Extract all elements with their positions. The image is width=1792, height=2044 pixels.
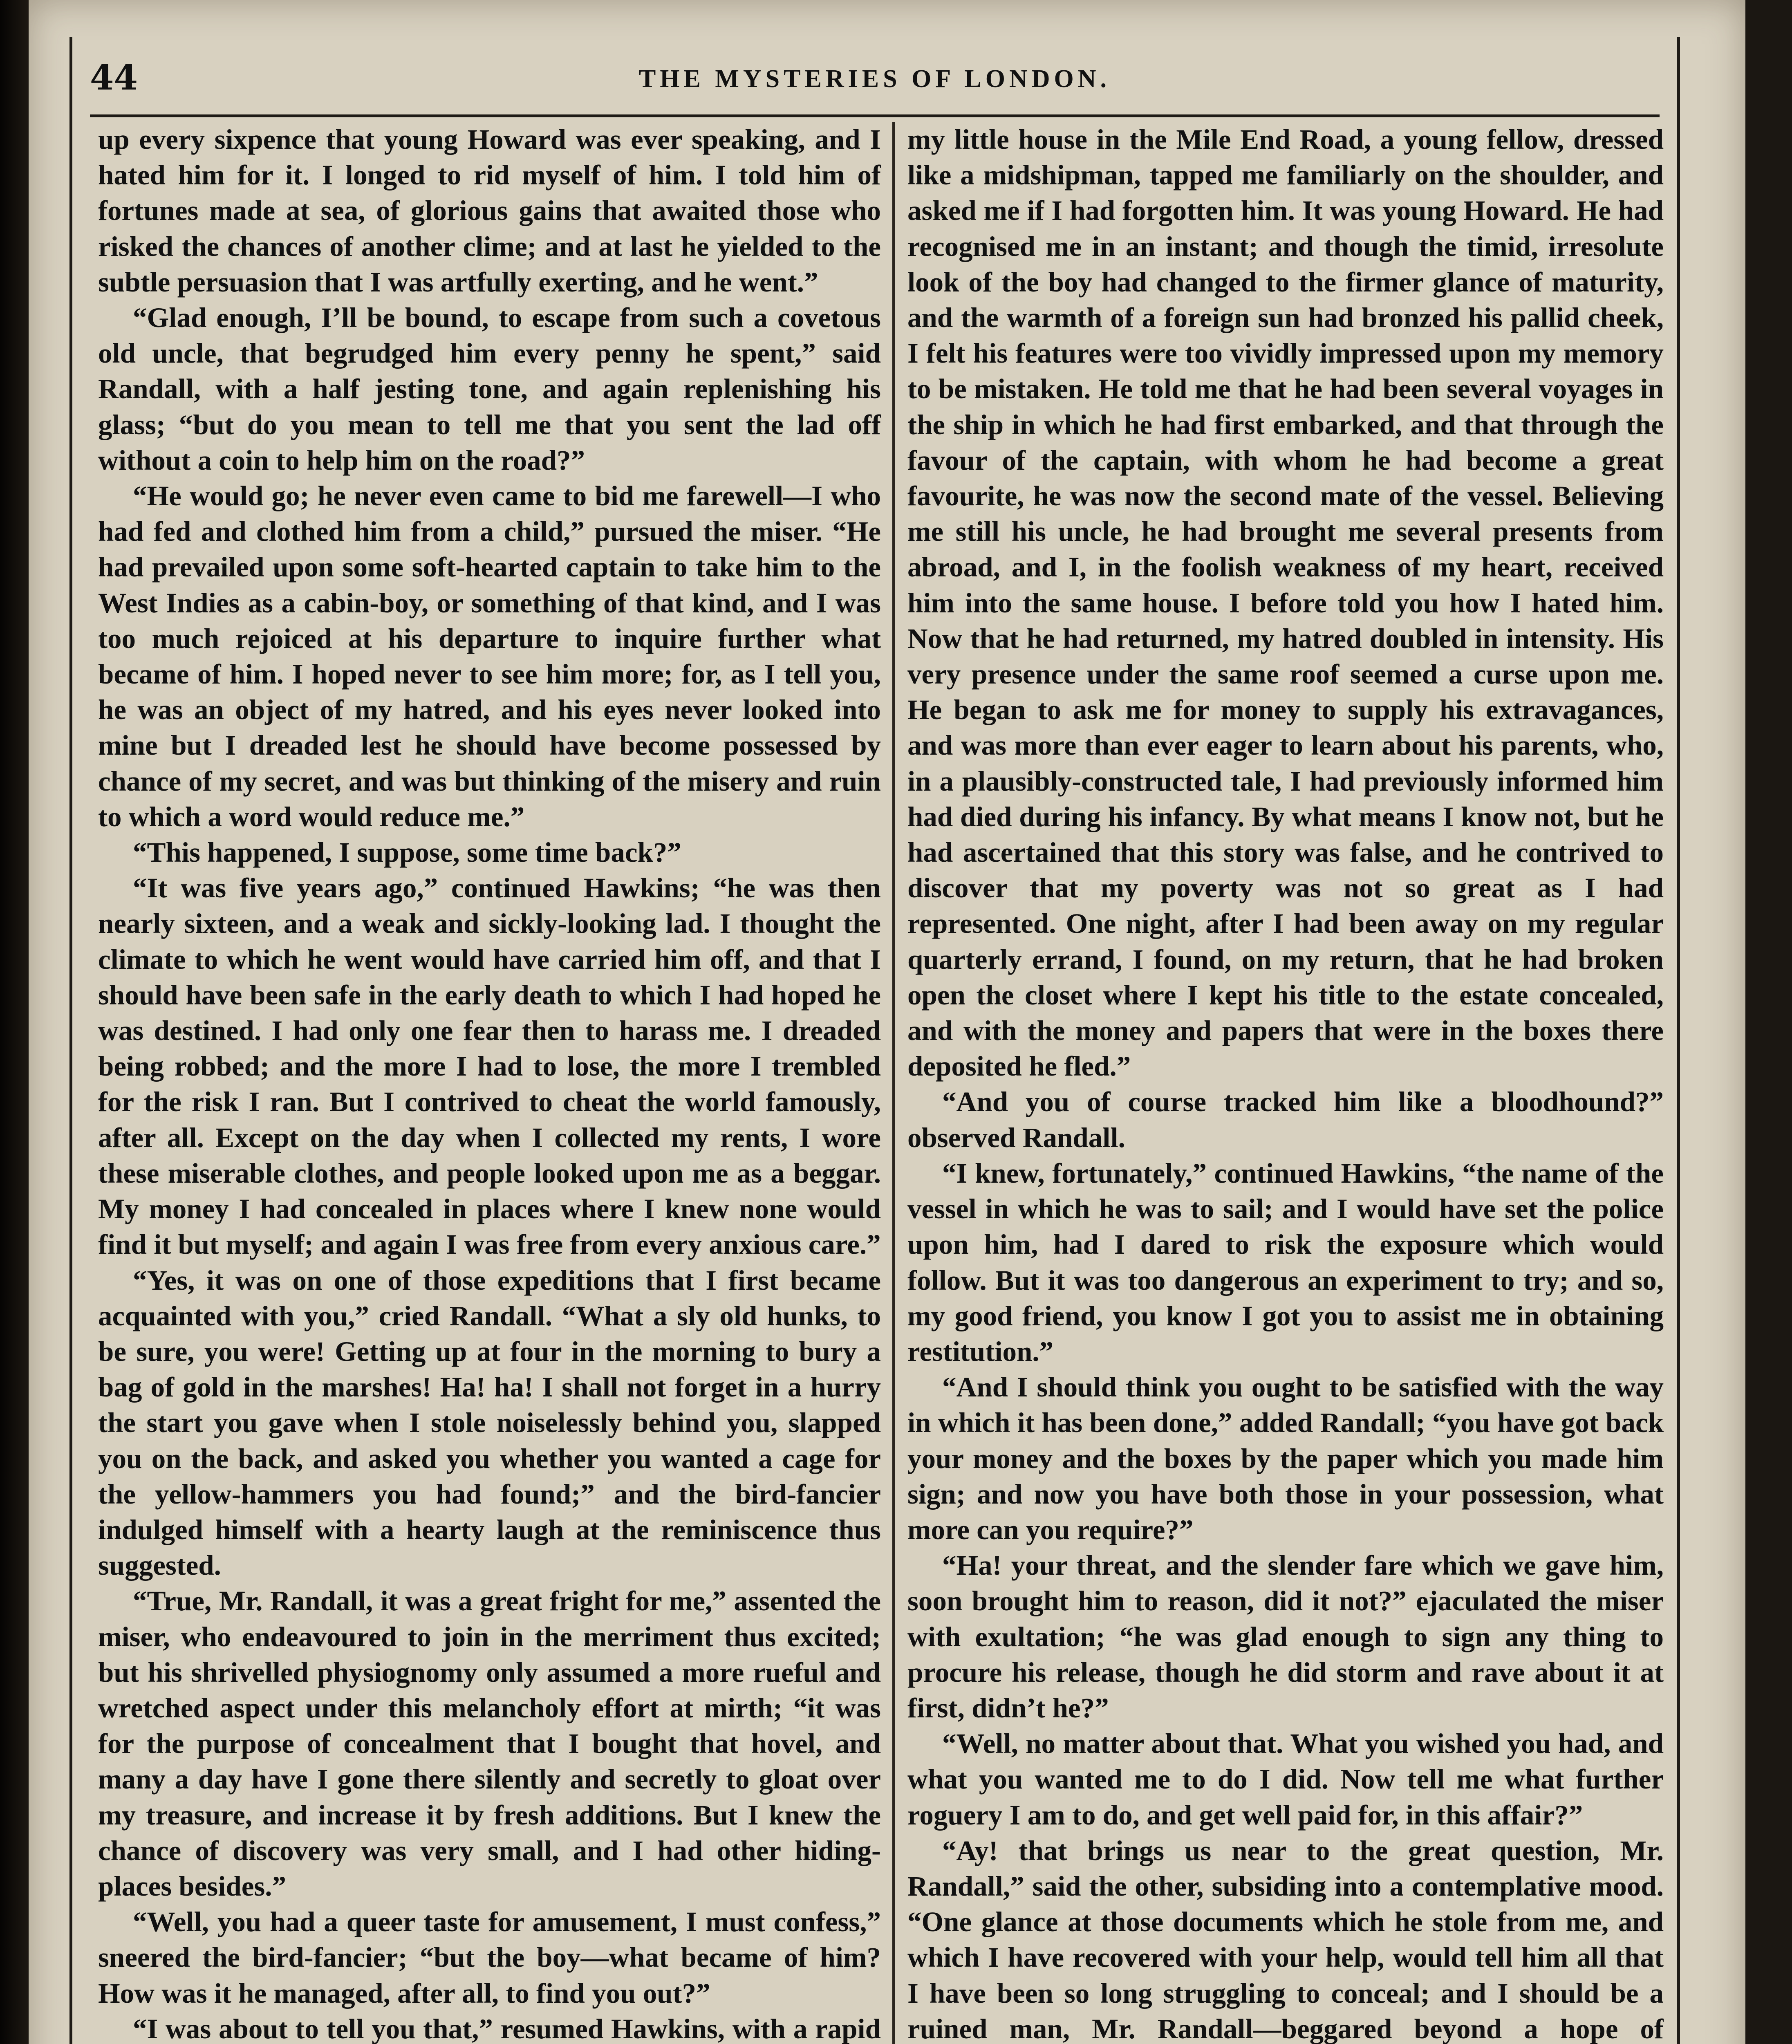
text-column-left — [98, 122, 881, 2044]
paragraph: “It was five years ago,” continued Hawkins; “he was then nearly sixteen, and a weak and sickly-looking lad. I thought the climate to which he went would have carried him off, and that I should have been safe in the early death to which I had hoped he was destined. I had only one fear then to harass me. I dreaded being robbed; and the more I had to lose, the more I trembled for the risk I ran. But I contrived to cheat the world famously, after all. Except on the day when I collected my rents, I wore these miserable clothes, and people looked upon me as a beggar. My money I had concealed in places where I knew none would find it but myself; and again I was free from every anxious care.” — [98, 872, 881, 1260]
book-binding-shadow — [0, 0, 29, 2044]
text-column-right — [907, 122, 1664, 2044]
paragraph: “Ay! that brings us near to the great question, Mr. Randall,” said the other, subsiding into a contemplative mood. “One glance at those documents which he stole from me, and which I have recovered with your help, would tell him all that I have been so long struggling to conceal; and I should be a ruined man, Mr. Randall—beggared beyond a hope of — [907, 1835, 1664, 2044]
page-number: 44 — [90, 57, 138, 98]
running-header — [90, 53, 1660, 117]
paragraph: “True, Mr. Randall, it was a great fright for me,” assented the miser, who endeavoured to join in the merriment thus excited; but his shrivelled physiognomy only assumed a more rueful and wretched aspect under this melancholy effort at mirth; “it was for the purpose of concealment that I bought that hovel, and many a day have I gone there silently and secretly to gloat over my treasure, and increase it by fresh additions. But I knew the chance of discovery was very small, and I had other hiding-places besides.” — [98, 1585, 881, 1902]
paragraph: my little house in the Mile End Road, a young fellow, dressed like a midshipman, tapped me familiarly on the shoulder, and asked me if I had forgotten him. It was young Howard. He had recognised me in an instant; and though the timid, irresolute look of the boy had changed to the firmer glance of maturity, and the warmth of a foreign sun had bronzed his pallid cheek, I felt his features were too vividly impressed upon my memory to be mistaken. He told me that he had been several voyages in the ship in which he had first embarked, and that through the favour of the captain, with whom he had become a great favourite, he was now the second mate of the vessel. Believing me still his uncle, he had brought me several presents from abroad, and I, in the foolish weakness of my heart, received him into the same house. I before told you how I hated him. Now that he had returned, my hatred doubled in intensity. His very presence under the same roof seemed a curse upon me. He began to ask me for money to supply his extravagances, and was more than ever eager to learn about his parents, who, in a plausibly-constructed tale, I had previously informed him had died during his infancy. By what means I know not, but he had ascertained that this story was false, and he contrived to discover that my poverty was not so great as I had represented. One night, after I had been away on my regular quarterly errand, I found, on my return, that he had broken open the closet where I kept his title to the estate concealed, and with the money and papers that were in the boxes there deposited he fled.” — [907, 124, 1664, 1082]
paragraph: “This happened, I suppose, some time back?” — [133, 837, 681, 868]
column-divider-rule — [892, 122, 895, 2044]
paragraph: “Well, no matter about that. What you wished you had, and what you wanted me to do I did. Now tell me what further roguery I am to do, and get well paid for, in this affair?” — [907, 1728, 1664, 1831]
paragraph: “I was about to tell you that,” resumed Hawkins, with a rapid — [133, 2013, 881, 2044]
running-title: THE MYSTERIES OF LONDON. — [638, 65, 1111, 93]
paragraph: “Ha! your threat, and the slender fare which we gave him, soon brought him to reason, did it not?” ejaculated the miser with exultation; “he was glad enough to sign any thing to procure his release, though he did storm and rave about it at first, didn’t he?” — [907, 1550, 1664, 1724]
paragraph: “Well, you had a queer taste for amusement, I must confess,” sneered the bird-fancier; “but the boy—what became of him? How was it he managed, after all, to find you out?” — [98, 1906, 881, 2009]
paragraph: “And I should think you ought to be satisfied with the way in which it has been done,” added Randall; “you have got back your money and the boxes by the paper which you made him sign; and now you have both those in your possession, what more can you require?” — [907, 1372, 1664, 1545]
paragraph: “Glad enough, I’ll be bound, to escape from such a covetous old uncle, that begrudged him every penny he spent,” said Randall, with a half jesting tone, and again replenishing his glass; “but do you mean to tell me that you sent the lad off without a coin to help him on the road?” — [98, 302, 881, 476]
paragraph: “Yes, it was on one of those expeditions that I first became acquainted with you,” cried Randall. “What a sly old hunks, to be sure, you were! Getting up at four in the morning to bury a bag of gold in the marshes! Ha! ha! I shall not forget in a hurry the start you gave when I stole noiselessly behind you, slapped you on the back, and asked you whether you wanted a cage for the yellow-hammers you had found;” and the bird-fancier indulged himself with a hearty laugh at the reminiscence thus suggested. — [98, 1264, 881, 1581]
paragraph: “I knew, fortunately,” continued Hawkins, “the name of the vessel in which he was to sail; and I would have set the police upon him, had I dared to risk the exposure which would follow. But it was too dangerous an experiment to try; and so, my good friend, you know I got you to assist me in obtaining restitution.” — [907, 1157, 1664, 1367]
paragraph: “And you of course tracked him like a bloodhound?” observed Randall. — [907, 1086, 1664, 1153]
paragraph: “He would go; he never even came to bid me farewell—I who had fed and clothed him from a child,” pursued the miser. “He had prevailed upon some soft-hearted captain to take him to the West Indies as a cabin-boy, or something of that kind, and I was too much rejoiced at his departure to inquire further what became of him. I hoped never to see him more; for, as I tell you, he was an object of my hatred, and his eyes never looked into mine but I dreaded lest he should have become possessed by chance of my secret, and was but thinking of the misery and ruin to which a word would reduce me.” — [98, 480, 881, 832]
paragraph: up every sixpence that young Howard was ever speaking, and I hated him for it. I longed to rid myself of him. I told him of fortunes made at sea, of glorious gains that awaited those who risked the chances of another clime; and at last he yielded to the subtle persuasion that I was artfully exerting, and he went.” — [98, 124, 881, 298]
